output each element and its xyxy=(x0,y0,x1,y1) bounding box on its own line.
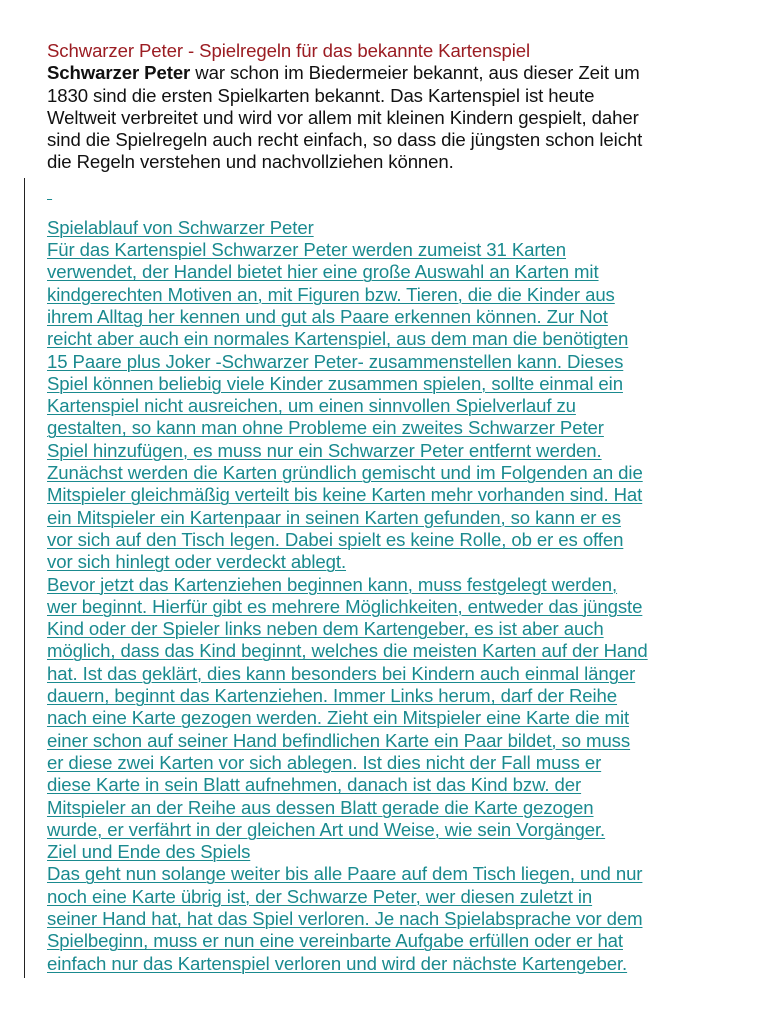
body-line[interactable]: Spielbeginn, muss er nun eine vereinbarte Aufgabe erfüllen oder er hat xyxy=(47,930,623,952)
body-line[interactable]: Zunächst werden die Karten gründlich gemischt und im Folgenden an die xyxy=(47,462,643,484)
intro-line: die Regeln verstehen und nachvollziehen können. xyxy=(47,151,454,173)
intro-line: Weltweit verbreitet und wird vor allem mit kleinen Kindern gespielt, daher xyxy=(47,106,639,128)
document-title: Schwarzer Peter - Spielregeln für das bekannte Kartenspiel xyxy=(47,40,531,61)
body-line[interactable]: vor sich auf den Tisch legen. Dabei spielt es keine Rolle, ob er es offen xyxy=(47,528,624,550)
body-line[interactable]: ihrem Alltag her kennen und gut als Paare erkennen können. Zur Not xyxy=(47,305,608,327)
body-line[interactable]: hat. Ist das geklärt, dies kann besonders bei Kindern auch einmal länger xyxy=(47,662,636,684)
intro-line: 1830 sind die ersten Spielkarten bekannt. Das Kartenspiel ist heute xyxy=(47,84,595,106)
body-line[interactable]: Für das Kartenspiel Schwarzer Peter werden zumeist 31 Karten xyxy=(47,239,567,261)
body-line[interactable]: verwendet, der Handel bietet hier eine große Auswahl an Karten mit xyxy=(47,261,599,283)
intro-paragraph xyxy=(47,62,737,173)
body-line[interactable]: wurde, er verfährt in der gleichen Art und Weise, wie sein Vorgänger. xyxy=(47,818,606,840)
body-line[interactable]: Bevor jetzt das Kartenziehen beginnen kann, muss festgelegt werden, xyxy=(47,573,618,595)
body-line[interactable]: Mitspieler an der Reihe aus dessen Blatt gerade die Karte gezogen xyxy=(47,796,594,818)
body-line[interactable]: reicht aber auch ein normales Kartenspiel, aus dem man die benötigten xyxy=(47,328,629,350)
body-line[interactable]: Kartenspiel nicht ausreichen, um einen sinnvollen Spielverlauf zu xyxy=(47,395,576,417)
body-line[interactable]: ein Mitspieler ein Kartenpaar in seinen Karten gefunden, so kann er es xyxy=(47,506,621,528)
body-line[interactable]: Das geht nun solange weiter bis alle Paare auf dem Tisch liegen, und nur xyxy=(47,863,643,885)
body-line[interactable]: noch eine Karte übrig ist, der Schwarze Peter, wer diesen zuletzt in xyxy=(47,885,593,907)
section-body-spielablauf[interactable] xyxy=(47,239,737,841)
revision-change-bar xyxy=(24,178,25,978)
document-page xyxy=(47,40,737,975)
body-line[interactable]: einfach nur das Kartenspiel verloren und wird der nächste Kartengeber. xyxy=(47,952,628,974)
empty-link-marker[interactable] xyxy=(47,181,53,203)
body-line[interactable]: einer schon auf seiner Hand befindlichen Karte ein Paar bildet, so muss xyxy=(47,729,631,751)
body-line[interactable]: Spiel können beliebig viele Kinder zusammen spielen, sollte einmal ein xyxy=(47,372,623,394)
body-line[interactable]: 15 Paare plus Joker -Schwarzer Peter- zusammenstellen kann. Dieses xyxy=(47,350,624,372)
body-line[interactable]: Kind oder der Spieler links neben dem Kartengeber, es ist aber auch xyxy=(47,618,604,640)
intro-line: sind die Spielregeln auch recht einfach, so dass die jüngsten schon leicht xyxy=(47,129,643,151)
body-line[interactable]: seiner Hand hat, hat das Spiel verloren. Je nach Spielabsprache vor dem xyxy=(47,907,643,929)
body-line[interactable]: Mitspieler gleichmäßig verteilt bis keine Karten mehr vorhanden sind. Hat xyxy=(47,484,643,506)
body-line[interactable]: diese Karte in sein Blatt aufnehmen, danach ist das Kind bzw. der xyxy=(47,774,582,796)
body-line[interactable]: dauern, beginnt das Kartenziehen. Immer Links herum, darf der Reihe xyxy=(47,685,618,707)
body-line[interactable]: gestalten, so kann man ohne Probleme ein zweites Schwarzer Peter xyxy=(47,417,604,439)
body-line[interactable]: möglich, dass das Kind beginnt, welches die meisten Karten auf der Hand xyxy=(47,640,648,662)
linked-content[interactable] xyxy=(47,217,737,975)
body-line[interactable]: vor sich hinlegt oder verdeckt ablegt. xyxy=(47,551,347,573)
intro-line: war schon im Biedermeier bekannt, aus dieser Zeit um xyxy=(190,62,640,84)
body-line[interactable]: kindgerechten Motiven an, mit Figuren bzw. Tieren, die die Kinder aus xyxy=(47,283,615,305)
body-line[interactable]: er diese zwei Karten vor sich ablegen. Ist dies nicht der Fall muss er xyxy=(47,751,602,773)
section-heading-ziel[interactable]: Ziel und Ende des Spiels xyxy=(47,841,251,863)
body-line[interactable]: wer beginnt. Hierfür gibt es mehrere Möglichkeiten, entweder das jüngste xyxy=(47,595,643,617)
body-line[interactable]: Spiel hinzufügen, es muss nur ein Schwarzer Peter entfernt werden. xyxy=(47,439,602,461)
intro-bold-lead: Schwarzer Peter xyxy=(47,62,191,84)
body-line[interactable]: nach eine Karte gezogen werden. Zieht ein Mitspieler eine Karte die mit xyxy=(47,707,630,729)
section-heading-spielablauf[interactable]: Spielablauf von Schwarzer Peter xyxy=(47,216,314,238)
section-body-ziel[interactable] xyxy=(47,863,737,974)
